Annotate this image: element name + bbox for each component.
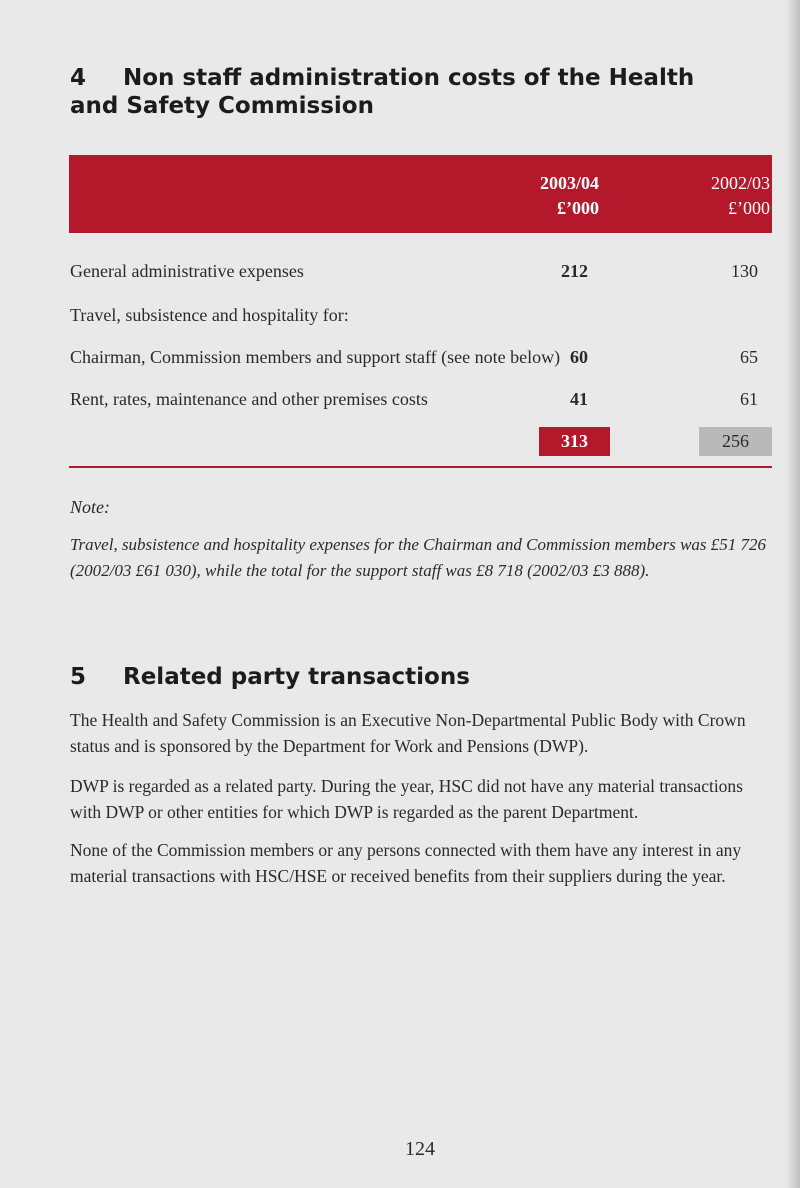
section-4-number: 4 — [70, 65, 87, 91]
section-5-title: Related party transactions — [123, 664, 470, 690]
section-5-heading — [70, 663, 470, 691]
row-value-2003-04: 60 — [570, 347, 588, 367]
total-2003-04: 313 — [539, 427, 610, 456]
note-label: Note: — [70, 497, 110, 517]
row-label: Travel, subsistence and hospitality for: — [70, 305, 349, 325]
column-year: 2002/03 — [710, 173, 770, 193]
column-header-2003-04 — [540, 171, 599, 221]
column-unit: £’000 — [728, 198, 770, 218]
section-5-number: 5 — [70, 664, 87, 690]
column-year: 2003/04 — [539, 173, 599, 193]
column-header-2002-03 — [711, 171, 770, 221]
row-value-2003-04: 212 — [561, 261, 588, 281]
paragraph: DWP is regarded as a related party. During the year, HSC did not have any material transactions with DWP or other entities for which DWP is regarded as the parent Department. — [70, 776, 743, 822]
row-label: Chairman, Commission members and support staff (see note below) — [70, 347, 561, 367]
row-label: Rent, rates, maintenance and other premises costs — [70, 389, 428, 409]
page-edge-shadow — [786, 0, 800, 1188]
row-value-2002-03: 65 — [740, 347, 758, 367]
row-value-2002-03: 130 — [731, 261, 758, 281]
table-bottom-rule — [69, 466, 772, 468]
page-number: 124 — [405, 1138, 435, 1160]
table-header-band — [69, 155, 772, 233]
column-unit: £’000 — [557, 198, 599, 218]
row-value-2003-04: 41 — [570, 389, 588, 409]
paragraph: None of the Commission members or any persons connected with them have any interest in any material transactions with HSC/HSE or received benefits from their suppliers during the year. — [70, 840, 742, 886]
paragraph: The Health and Safety Commission is an Executive Non-Departmental Public Body with Crown status and is sponsored by the Department for Work and Pensions (DWP). — [70, 710, 746, 756]
section-4-heading — [70, 64, 730, 120]
note-text: Travel, subsistence and hospitality expenses for the Chairman and Commission members was £51 726 (2002/03 £61 030), while the total for the support staff was £8 718 (2002/03 £3 888). — [70, 535, 767, 580]
total-2002-03: 256 — [699, 427, 772, 456]
row-label: General administrative expenses — [70, 261, 304, 281]
section-4-title: Non staff administration costs of the Health and Safety Commission — [70, 65, 695, 119]
row-value-2002-03: 61 — [740, 389, 758, 409]
